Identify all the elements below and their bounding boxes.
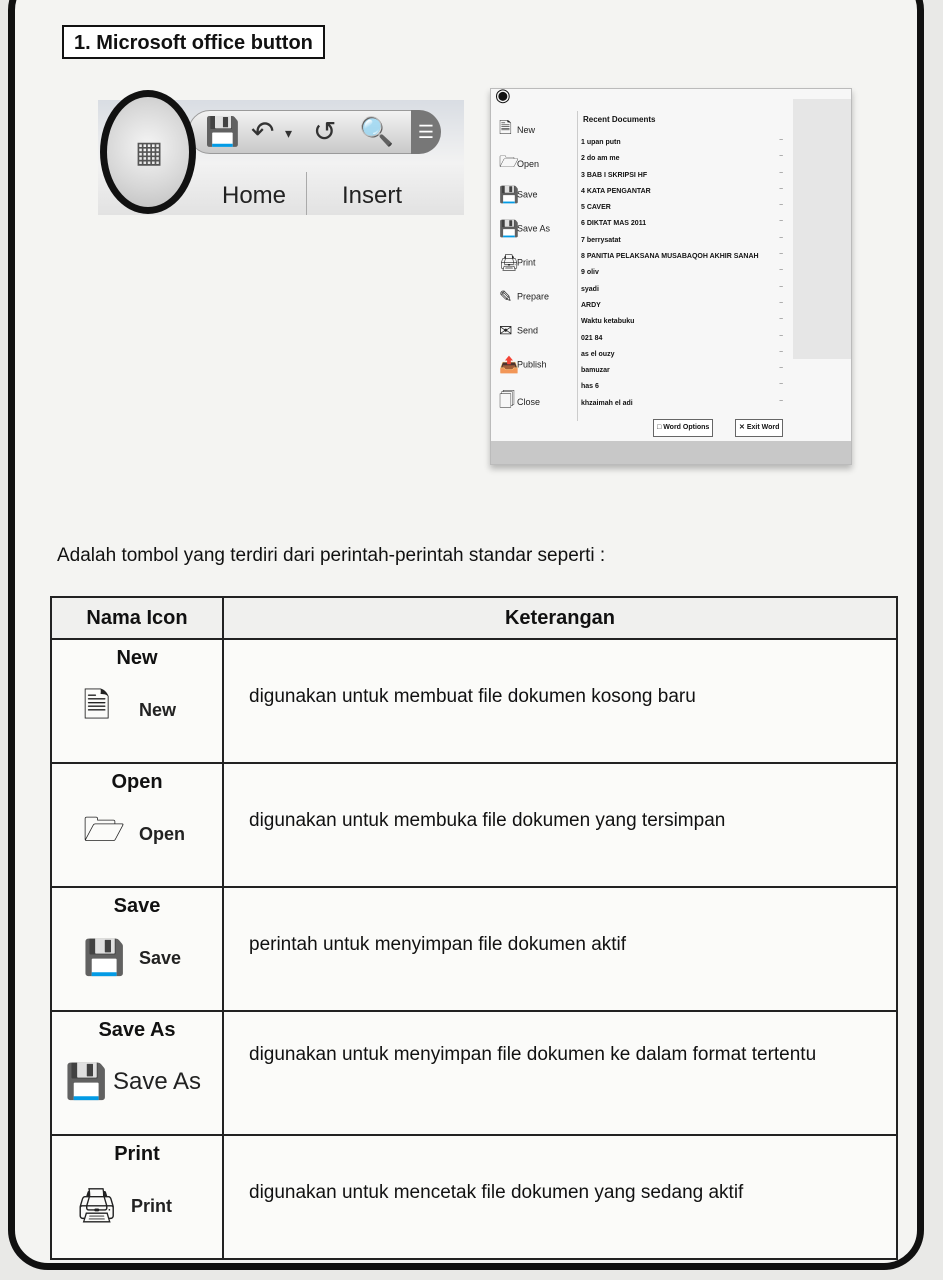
pin-icon: − bbox=[779, 202, 784, 210]
recent-document-item: 1 upan putn bbox=[581, 139, 621, 146]
table-row bbox=[51, 1135, 897, 1259]
icon-label: Save bbox=[139, 947, 182, 968]
tab-insert: Insert bbox=[342, 182, 403, 209]
save-as-icon: 💾 bbox=[65, 1063, 108, 1101]
menu-item-prepare: ✎ Prepare bbox=[499, 289, 550, 306]
menu-item-save: 💾Save bbox=[499, 187, 538, 204]
office-menu-items bbox=[495, 111, 578, 421]
recent-documents-title: Recent Documents bbox=[583, 115, 656, 124]
table-row bbox=[51, 763, 897, 887]
pin-icon: − bbox=[779, 267, 784, 275]
open-icon: 🗁 bbox=[499, 154, 519, 171]
icon-sample bbox=[83, 684, 221, 736]
prepare-icon: ✎ bbox=[499, 289, 513, 306]
description: digunakan untuk membuka file dokumen yang tersimpan bbox=[249, 810, 726, 831]
icon-sample bbox=[83, 808, 221, 860]
menu-item-print: 🖨Print bbox=[499, 255, 536, 272]
new-document-icon: 🗎 bbox=[83, 686, 111, 725]
recent-document-item: 8 PANITIA PELAKSANA MUSABAQOH AKHIR SANAH bbox=[581, 253, 759, 261]
save-as-icon: 💾 bbox=[499, 221, 519, 238]
dropdown-arrow-icon: ▾ bbox=[285, 125, 293, 141]
icon-name: Print bbox=[114, 1143, 160, 1165]
publish-icon: 📤 bbox=[499, 357, 519, 374]
undo-icon: ↶ bbox=[251, 116, 275, 147]
icon-cell bbox=[51, 887, 223, 1011]
icon-name: New bbox=[116, 647, 158, 669]
office-menu-screenshot bbox=[490, 85, 852, 465]
description: digunakan untuk menyimpan file dokumen ke dalam format tertentu bbox=[249, 1044, 817, 1065]
print-preview-icon: 🔍 bbox=[359, 116, 394, 147]
icon-name: Save As bbox=[98, 1019, 176, 1041]
redo-icon: ↺ bbox=[313, 116, 337, 147]
recent-document-item: has 6 bbox=[581, 383, 599, 391]
icon-cell bbox=[51, 639, 223, 763]
menu-bottom-buttons bbox=[491, 419, 851, 439]
recent-document-item: as el ouzy bbox=[581, 350, 615, 358]
icon-label: Save As bbox=[113, 1068, 202, 1095]
pin-icon: − bbox=[779, 316, 784, 324]
icon-cell bbox=[51, 1011, 223, 1135]
recent-document-item: ARDY bbox=[581, 301, 601, 309]
recent-document-item: 7 berrysatat bbox=[581, 236, 621, 244]
pin-icon: − bbox=[779, 332, 784, 340]
icon-sample bbox=[83, 932, 221, 984]
exit-word-button: ✕ Exit Word bbox=[735, 419, 783, 437]
icon-name: Open bbox=[111, 771, 163, 793]
description: digunakan untuk membuat file dokumen kosong baru bbox=[249, 686, 696, 707]
icon-cell bbox=[51, 763, 223, 887]
icon-sample bbox=[75, 1180, 221, 1232]
icon-table bbox=[50, 596, 898, 1260]
recent-document-item: Waktu ketabuku bbox=[581, 318, 635, 326]
desc-cell bbox=[223, 1135, 897, 1259]
icon-label: Print bbox=[131, 1195, 173, 1216]
close-document-icon: 🗍 bbox=[499, 392, 515, 409]
menu-item-save-as: 💾Save As bbox=[499, 221, 551, 238]
menu-item-new: 🗎 New bbox=[499, 117, 535, 144]
recent-document-item: 3 BAB I SKRIPSI HF bbox=[581, 171, 648, 179]
office-logo-icon: ▦ bbox=[134, 136, 164, 169]
icon-cell bbox=[51, 1135, 223, 1259]
recent-document-item: 4 KATA PENGANTAR bbox=[581, 187, 651, 195]
desc-cell bbox=[223, 887, 897, 1011]
table-row bbox=[51, 639, 897, 763]
pin-icon: − bbox=[779, 348, 784, 356]
recent-documents-list bbox=[581, 135, 781, 412]
close-icon: ✕ bbox=[739, 424, 747, 431]
menu-item-close: 🗍 Close bbox=[499, 389, 540, 416]
pin-icon: − bbox=[779, 299, 784, 307]
pin-icon: − bbox=[779, 283, 784, 291]
qat-more-icon: ☰ bbox=[411, 110, 441, 154]
recent-document-item: 5 CAVER bbox=[581, 204, 611, 212]
recent-document-item: bamuzar bbox=[581, 367, 610, 375]
save-icon: 💾 bbox=[499, 187, 519, 204]
pin-column bbox=[779, 133, 789, 410]
intro-text: Adalah tombol yang terdiri dari perintah-perintah standar seperti : bbox=[57, 545, 606, 566]
pin-icon: − bbox=[779, 169, 784, 177]
pin-icon: − bbox=[779, 365, 784, 373]
recent-document-item: 021 84 bbox=[581, 334, 603, 342]
header-nama-icon: Nama Icon bbox=[51, 597, 223, 639]
table-row bbox=[51, 1011, 897, 1135]
recent-document-item: khzaimah el adi bbox=[581, 399, 633, 407]
send-icon: ✉ bbox=[499, 323, 513, 340]
desc-cell bbox=[223, 639, 897, 763]
header-keterangan: Keterangan bbox=[223, 597, 897, 639]
tab-separator bbox=[306, 172, 307, 215]
pin-icon: − bbox=[779, 185, 784, 193]
recent-document-item: 9 oliv bbox=[581, 269, 599, 277]
section-title: 1. Microsoft office button bbox=[62, 25, 325, 59]
printer-icon: 🖨 bbox=[499, 255, 520, 272]
printer-icon: 🖨 bbox=[75, 1187, 119, 1225]
pin-icon: − bbox=[779, 218, 784, 226]
description: perintah untuk menyimpan file dokumen aktif bbox=[249, 934, 627, 955]
pin-icon: − bbox=[779, 397, 784, 405]
menu-item-send: ✉ Send bbox=[499, 323, 539, 340]
word-options-button: □ Word Options bbox=[653, 419, 713, 437]
menu-item-open: 🗁Open bbox=[499, 151, 539, 178]
options-icon: □ bbox=[657, 424, 664, 431]
pin-icon: − bbox=[779, 251, 784, 259]
pin-icon: − bbox=[779, 153, 784, 161]
status-bar bbox=[491, 441, 851, 464]
desc-cell bbox=[223, 763, 897, 887]
icon-label: New bbox=[139, 699, 177, 720]
desc-cell bbox=[223, 1011, 897, 1135]
recent-document-item: 2 do am me bbox=[581, 155, 620, 163]
icon-name: Save bbox=[113, 895, 161, 917]
quick-access-toolbar bbox=[188, 110, 438, 154]
description: digunakan untuk mencetak file dokumen yang sedang aktif bbox=[249, 1182, 744, 1203]
save-icon: 💾 bbox=[205, 116, 240, 147]
tab-home: Home bbox=[222, 182, 287, 209]
office-orb-icon: ◉ bbox=[495, 85, 511, 105]
icon-label: Open bbox=[139, 823, 186, 844]
open-folder-icon: 🗁 bbox=[83, 810, 126, 849]
table-header-row bbox=[51, 597, 897, 639]
office-button-highlight bbox=[100, 90, 196, 214]
menu-item-publish: 📤Publish bbox=[499, 357, 547, 374]
table-row bbox=[51, 887, 897, 1011]
pin-icon: − bbox=[779, 137, 784, 144]
icon-sample bbox=[65, 1056, 221, 1108]
pin-icon: − bbox=[779, 381, 784, 389]
pin-icon: − bbox=[779, 234, 784, 242]
new-icon: 🗎 bbox=[499, 120, 512, 137]
ribbon-behind-menu bbox=[793, 99, 851, 359]
floppy-disk-icon: 💾 bbox=[83, 939, 126, 977]
recent-document-item: syadi bbox=[581, 285, 599, 293]
recent-document-item: 6 DIKTAT MAS 2011 bbox=[581, 220, 647, 228]
